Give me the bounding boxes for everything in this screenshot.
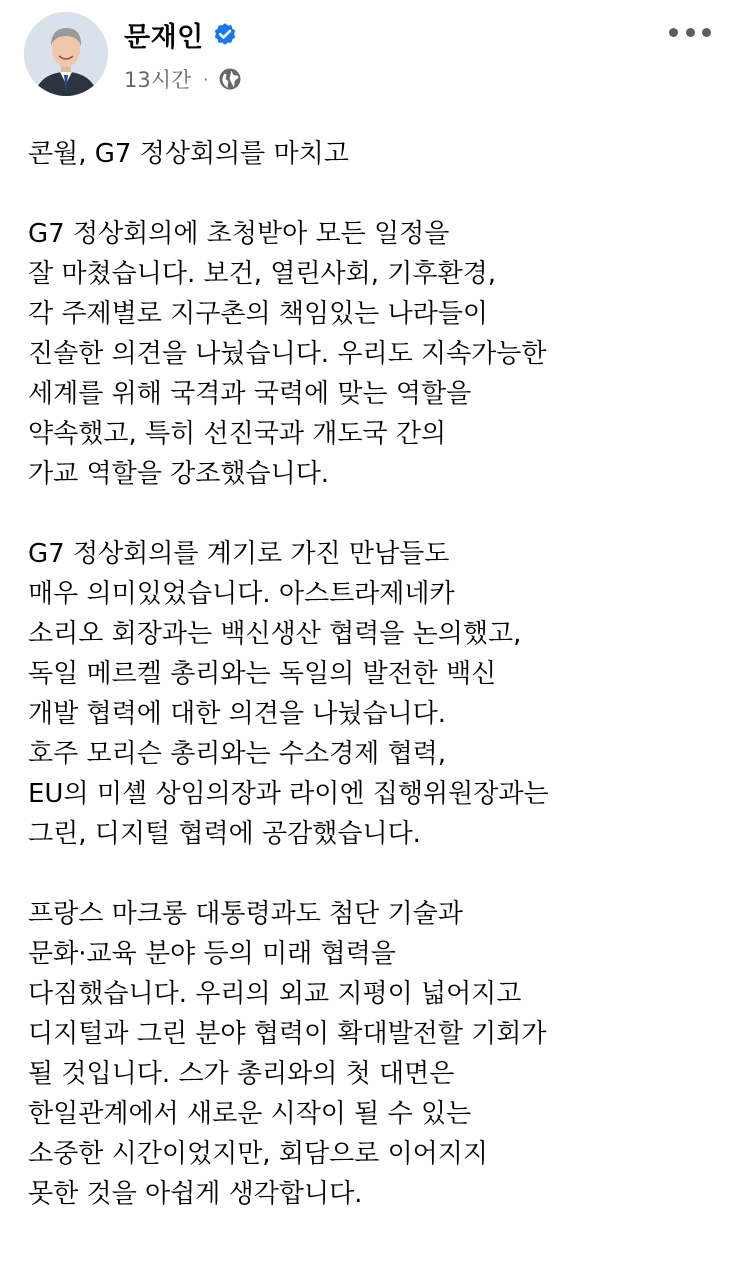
meta-separator: · [203,69,209,89]
profile-avatar[interactable] [24,12,108,96]
verified-badge-icon [212,21,238,47]
text-line: 못한 것을 아쉽게 생각합니다. [28,1179,363,1209]
text-line: 그린, 디지털 협력에 공감했습니다. [28,819,421,849]
post-header [0,0,743,110]
text-line: 개발 협력에 대한 의견을 나눴습니다. [28,699,447,729]
author-row [124,14,238,54]
post-title-paragraph [28,134,718,174]
text-line: 다짐했습니다. 우리의 외교 지평이 넓어지고 [28,979,522,1009]
text-line: 잘 마쳤습니다. 보건, 열린사회, 기후환경, [28,259,496,289]
globe-icon[interactable] [218,67,242,91]
post-meta [124,62,242,96]
text-line: 가교 역할을 강조했습니다. [28,459,330,489]
post-paragraph-1 [28,214,718,494]
text-line: 매우 의미있었습니다. 아스트라제네카 [28,579,455,609]
text-line: 각 주제별로 지구촌의 책임있는 나라들이 [28,299,489,329]
post-paragraph-2 [28,534,718,854]
text-line: 호주 모리슨 총리와는 수소경제 협력, [28,739,447,769]
more-dot [702,28,711,37]
post-paragraph-3 [28,894,718,1214]
text-line: 한일관계에서 새로운 시작이 될 수 있는 [28,1099,472,1129]
text-line: 될 것입니다. 스가 총리와의 첫 대면은 [28,1059,455,1089]
post-body [28,134,718,1254]
text-line: 약속했고, 특히 선진국과 개도국 간의 [28,419,447,449]
text-line: 디지털과 그린 분야 협력이 확대발전할 기회가 [28,1019,547,1049]
text-line: 소중한 시간이었지만, 회담으로 이어지지 [28,1139,489,1169]
post-title: 콘월, G7 정상회의를 마치고 [28,139,349,169]
text-line: 진솔한 의견을 나눴습니다. 우리도 지속가능한 [28,339,547,369]
text-line: EU의 미셸 상임의장과 라이엔 집행위원장과는 [28,779,549,809]
text-line: G7 정상회의를 계기로 가진 만남들도 [28,539,450,569]
text-line: 독일 메르켈 총리와는 독일의 발전한 백신 [28,659,497,689]
author-name[interactable]: 문재인 [124,21,204,53]
more-dot [686,28,695,37]
text-line: G7 정상회의에 초청받아 모든 일정을 [28,219,450,249]
text-line: 문화·교육 분야 등의 미래 협력을 [28,939,396,969]
more-dot [669,28,678,37]
text-line: 세계를 위해 국격과 국력에 맞는 역할을 [28,379,472,409]
text-line: 프랑스 마크롱 대통령과도 첨단 기술과 [28,899,463,929]
post-timestamp[interactable]: 13시간 [124,68,192,92]
text-line: 소리오 회장과는 백신생산 협력을 논의했고, [28,619,522,649]
more-options-icon[interactable] [669,20,711,44]
